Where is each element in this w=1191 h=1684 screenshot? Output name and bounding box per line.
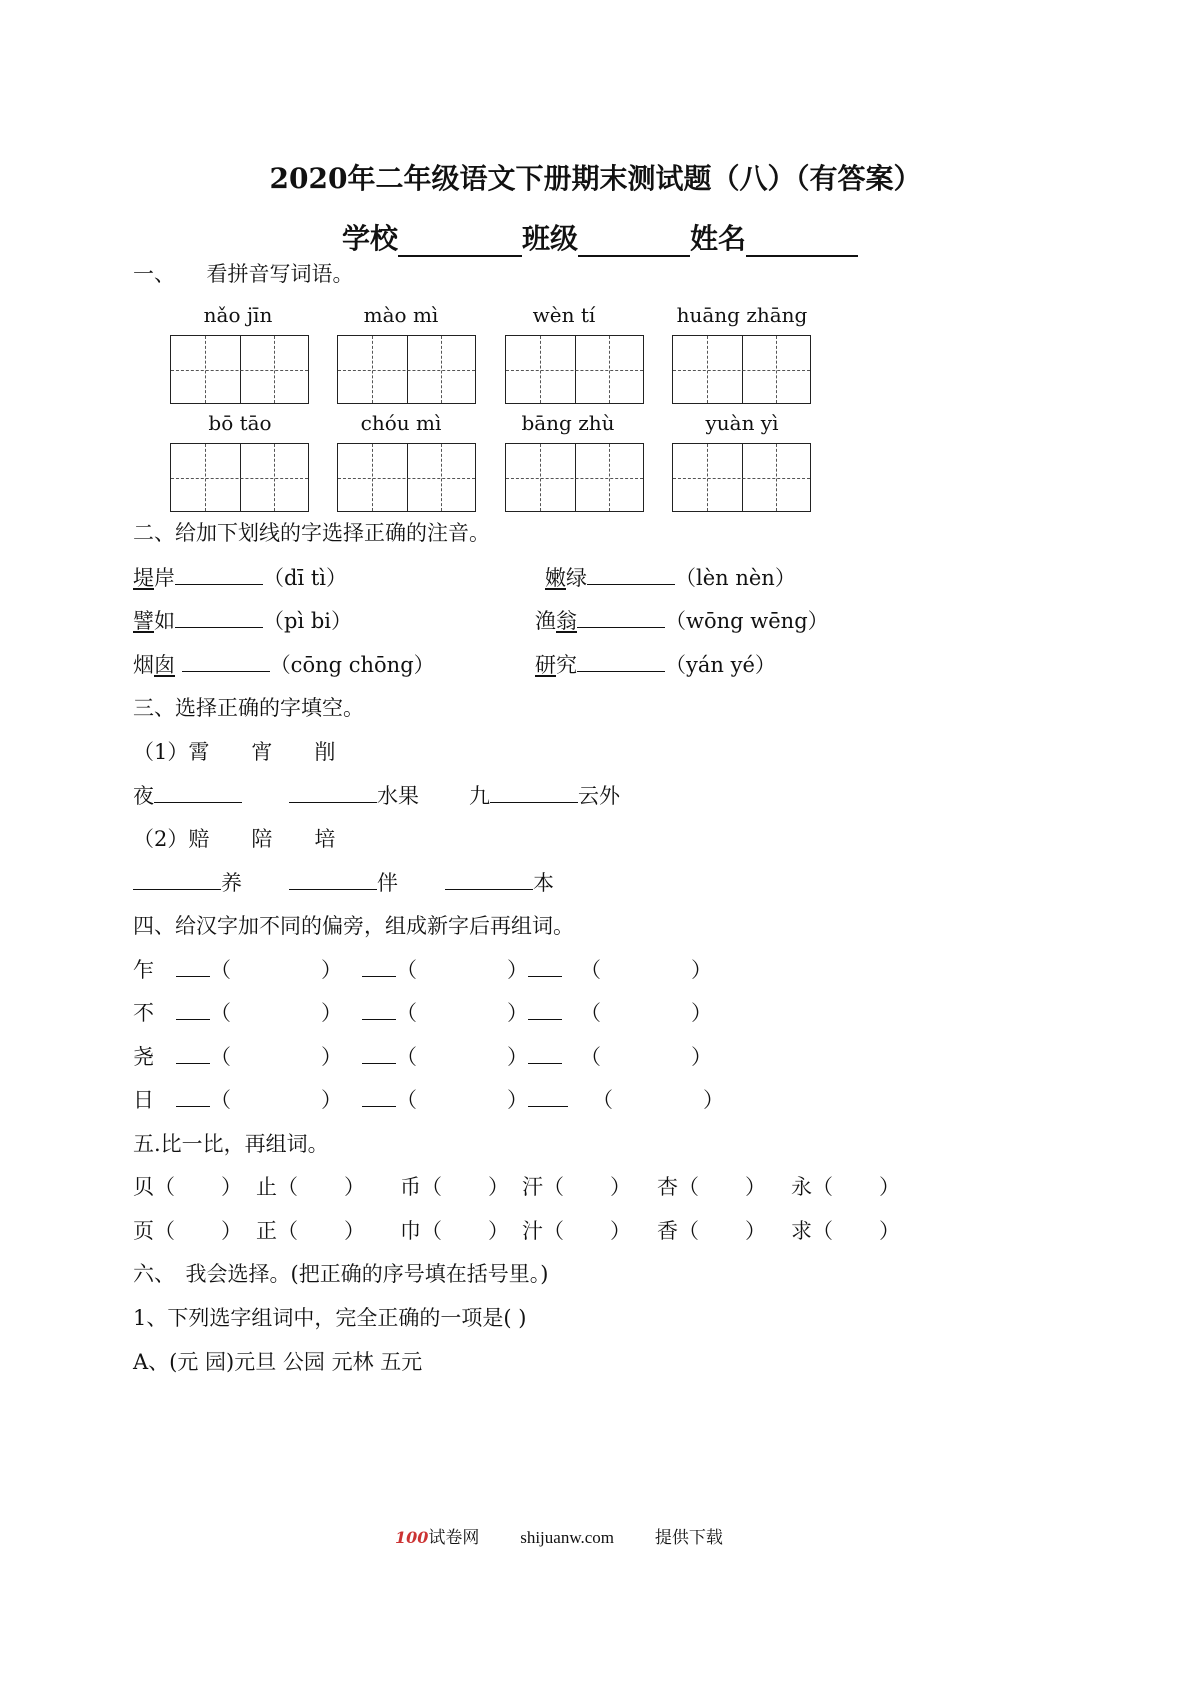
answer-blank[interactable] (175, 564, 263, 585)
school-label: 学校 (342, 222, 399, 255)
name-label: 姓名 (690, 222, 747, 255)
pinyin-label: nǎo jīn (203, 303, 273, 327)
section-2-title: 二、给加下划线的字选择正确的注音。 (133, 521, 490, 545)
site-name: 试卷网 (428, 1528, 480, 1548)
compare-row: 香（ ） (657, 1219, 766, 1243)
pinyin-label: huāng zhāng (676, 303, 808, 327)
pinyin-label: wèn tí (532, 303, 596, 327)
pronunciation-item: 渔翁 （wōng wēng） (535, 609, 829, 633)
writing-grid[interactable] (170, 443, 309, 512)
fill-line-1: 九 云外 (469, 784, 620, 808)
pronunciation-item: 嫩绿 （lèn nèn） (545, 566, 796, 590)
pronunciation-item: 堤岸 （dī tì） (133, 566, 347, 590)
answer-blank[interactable] (445, 869, 533, 890)
section-3-title: 三、选择正确的字填空。 (133, 696, 364, 720)
pronunciation-item: 研究 （yán yé） (535, 653, 776, 677)
fill-line-2: 本 (445, 867, 554, 897)
site-url[interactable]: shijuanw.com (520, 1528, 615, 1547)
pinyin-label: chóu mì (360, 411, 442, 435)
radical-row: 尧 （ ） （ ） （ ） (133, 1045, 712, 1069)
writing-grid[interactable] (170, 335, 309, 404)
compare-row: 页（ ） (133, 1219, 242, 1243)
answer-blank[interactable] (182, 651, 270, 672)
fill-line-2: 养 (133, 867, 242, 897)
fill-line-1: 水果 (289, 780, 419, 810)
char-options-1: （1）霄 宵 削 (133, 740, 336, 764)
section-5-title: 五.比一比，再组词。 (133, 1132, 329, 1156)
compare-row: 币（ ） (400, 1175, 509, 1199)
radical-row: 日 （ ） （ ） （ ） (133, 1088, 724, 1112)
footer (395, 1523, 723, 1548)
compare-row: 杏（ ） (657, 1175, 766, 1199)
answer-blank[interactable] (577, 607, 665, 628)
answer-blank[interactable] (587, 564, 675, 585)
answer-blank[interactable] (175, 607, 263, 628)
pinyin-label: bāng zhù (521, 411, 615, 435)
writing-grid[interactable] (505, 443, 644, 512)
section-6-title: 六、 我会选择。(把正确的序号填在括号里。) (133, 1262, 549, 1286)
option-a: A、(元 园)元旦 公园 元林 五元 (133, 1350, 423, 1374)
class-field[interactable] (578, 225, 690, 257)
compare-row: 汁（ ） (522, 1219, 631, 1243)
school-field[interactable] (398, 225, 522, 257)
fill-line-1: 夜 (133, 780, 242, 810)
writing-grid[interactable] (505, 335, 644, 404)
fill-line-2: 伴 (289, 867, 398, 897)
section-1-title: 一、 看拼音写词语。 (133, 262, 354, 286)
student-info (342, 217, 858, 257)
name-field[interactable] (746, 225, 858, 257)
answer-blank[interactable] (289, 782, 377, 803)
answer-blank[interactable] (133, 869, 221, 890)
pinyin-label: yuàn yì (705, 411, 779, 435)
site-logo: 100 (395, 1528, 429, 1547)
char-options-2: （2）赔 陪 培 (133, 827, 336, 851)
answer-blank[interactable] (289, 869, 377, 890)
answer-blank[interactable] (577, 651, 665, 672)
footer-tail: 提供下载 (654, 1528, 723, 1548)
page-title: 2020年二年级语文下册期末测试题（八）（有答案） (269, 162, 922, 195)
compare-row: 正（ ） (256, 1219, 365, 1243)
section-4-title: 四、给汉字加不同的偏旁，组成新字后再组词。 (133, 914, 574, 938)
question-1: 1、下列选字组词中，完全正确的一项是( ) (133, 1306, 527, 1330)
compare-row: 贝（ ） (133, 1175, 242, 1199)
writing-grid[interactable] (672, 443, 811, 512)
answer-blank[interactable] (490, 782, 578, 803)
pinyin-label: bō tāo (208, 411, 272, 435)
writing-grid[interactable] (337, 443, 476, 512)
radical-row: 乍 （ ） （ ） （ ） (133, 958, 712, 982)
pronunciation-item: 譬如 （pì bi） (133, 609, 352, 633)
class-label: 班级 (522, 222, 579, 255)
pronunciation-item: 烟囱 （cōng chōng） (133, 653, 435, 677)
writing-grid[interactable] (337, 335, 476, 404)
compare-row: 止（ ） (256, 1175, 365, 1199)
compare-row: 汗（ ） (522, 1175, 631, 1199)
answer-blank[interactable] (154, 782, 242, 803)
writing-grid[interactable] (672, 335, 811, 404)
radical-row: 不 （ ） （ ） （ ） (133, 1001, 712, 1025)
pinyin-label: mào mì (363, 303, 439, 327)
compare-row: 巾（ ） (400, 1219, 509, 1243)
compare-row: 永（ ） (791, 1175, 900, 1199)
compare-row: 求（ ） (791, 1219, 900, 1243)
